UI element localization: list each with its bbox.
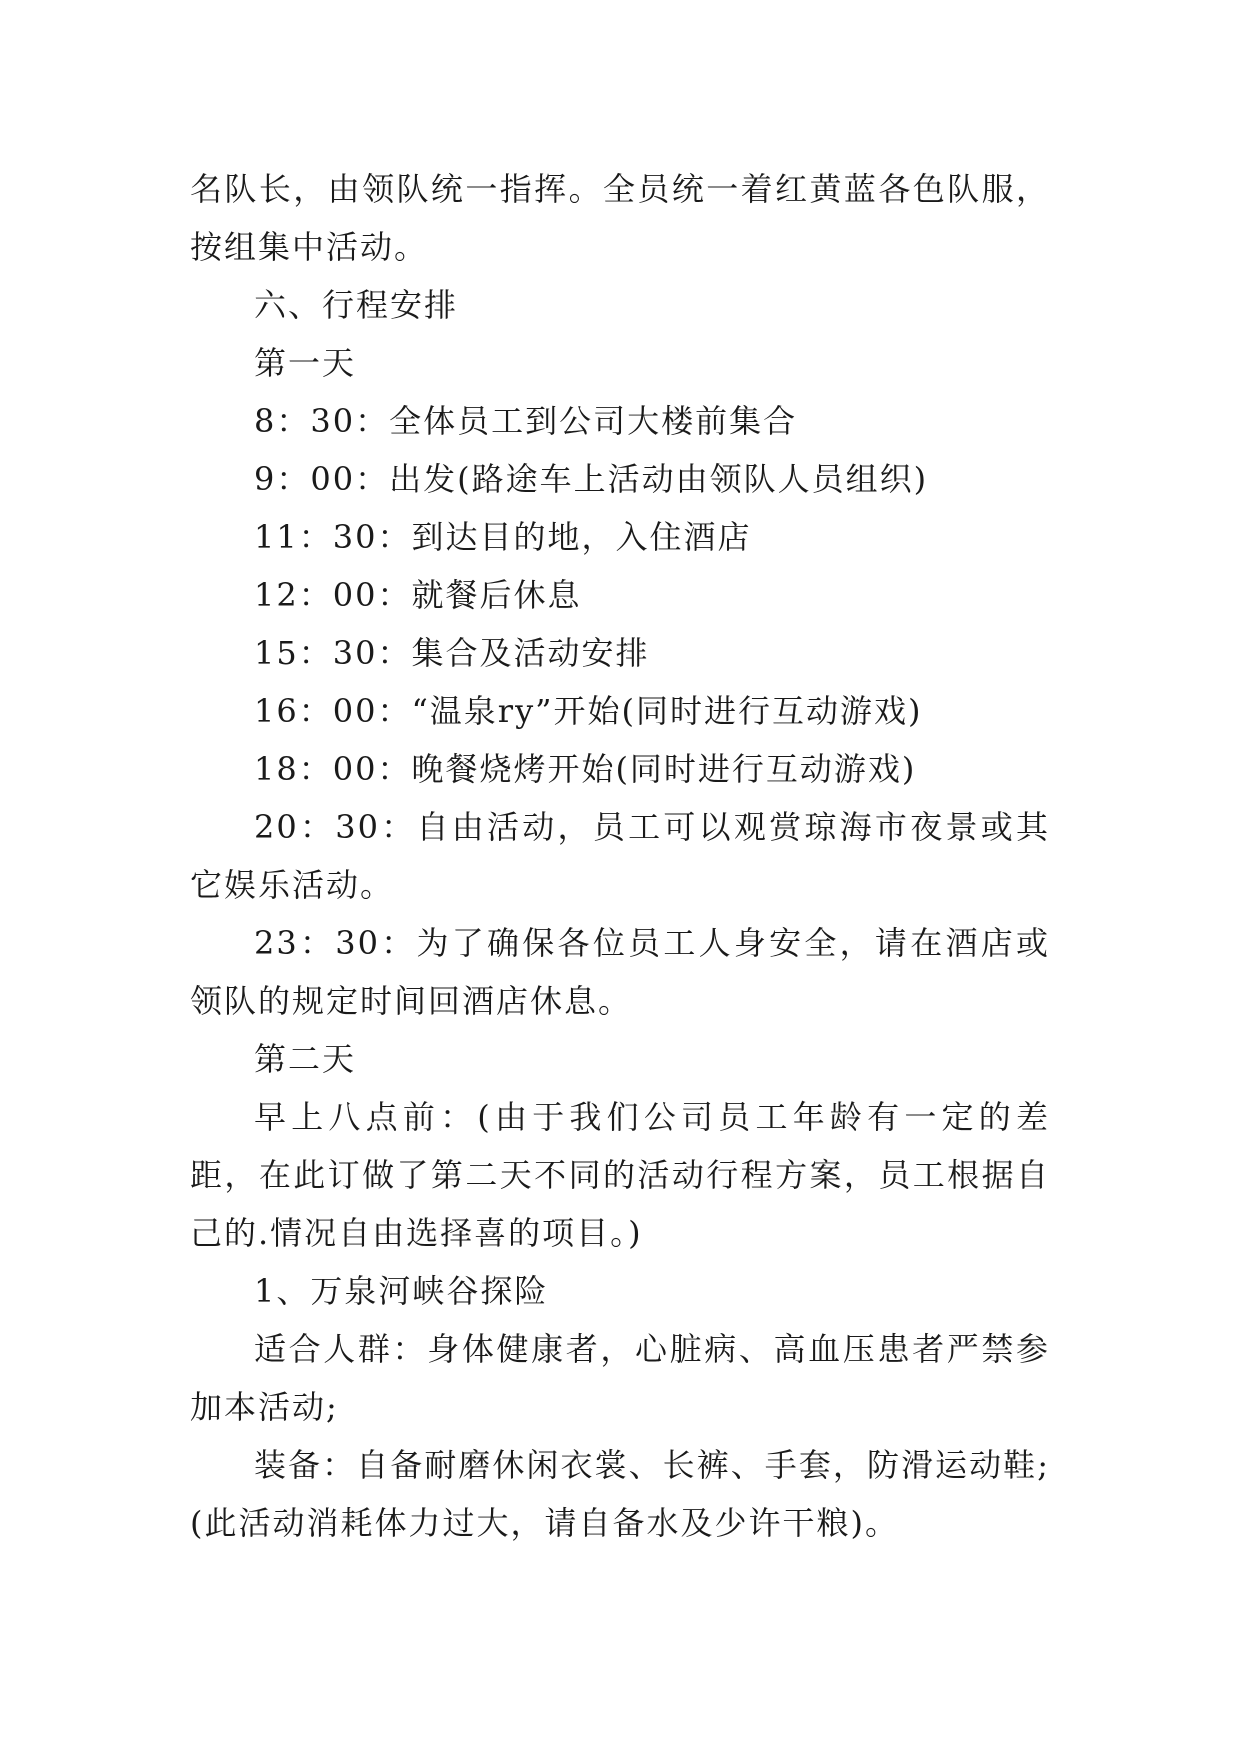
schedule-item: 15：30：集合及活动安排: [254, 634, 650, 672]
paragraph: 早上八点前：(由于我们公司员工年龄有一定的差距，在此订做了第二天不同的活动行程方案，员工根据自己的.情况自由选择喜的项目。): [190, 1098, 1050, 1252]
activity-heading: 1、万泉河峡谷探险: [254, 1272, 549, 1310]
schedule-item: 18：00：晚餐烧烤开始(同时进行互动游戏): [254, 750, 917, 788]
day-heading: 第二天: [254, 1040, 357, 1078]
schedule-item: 8：30：全体员工到公司大楼前集合: [254, 402, 798, 440]
schedule-item: 20：30：自由活动，员工可以观赏琼海市夜景或其它娱乐活动。: [190, 808, 1050, 904]
schedule-item: 16：00：“温泉ry”开始(同时进行互动游戏): [254, 692, 923, 730]
paragraph: 装备：自备耐磨休闲衣裳、长裤、手套，防滑运动鞋;(此活动消耗体力过大，请自备水及少许干粮)。: [190, 1446, 1050, 1542]
schedule-item: 9：00：出发(路途车上活动由领队人员组织): [254, 460, 929, 498]
document-page: [190, 160, 1050, 1552]
paragraph: 名队长，由领队统一指挥。全员统一着红黄蓝各色队服，按组集中活动。: [190, 170, 1050, 266]
section-heading: 六、行程安排: [254, 286, 459, 324]
schedule-item: 11：30：到达目的地，入住酒店: [254, 518, 752, 556]
paragraph: 适合人群：身体健康者，心脏病、高血压患者严禁参加本活动;: [190, 1330, 1050, 1426]
day-heading: 第一天: [254, 344, 357, 382]
schedule-item: 23：30：为了确保各位员工人身安全，请在酒店或领队的规定时间回酒店休息。: [190, 924, 1050, 1020]
schedule-item: 12：00：就餐后休息: [254, 576, 582, 614]
